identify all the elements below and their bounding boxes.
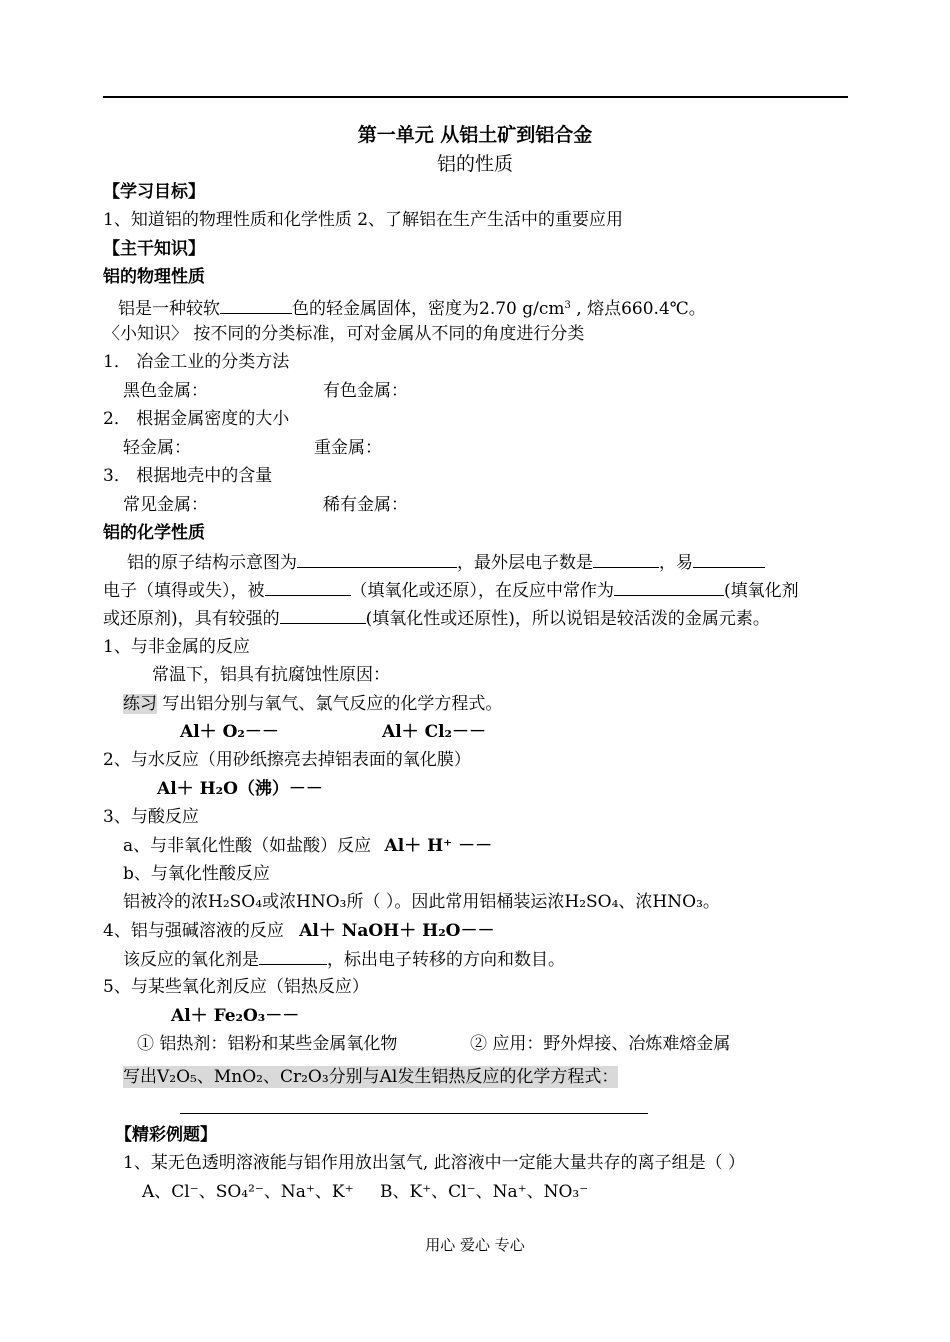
practice-text: 写出铝分别与氧气、氯气反应的化学方程式。	[157, 694, 503, 714]
header-rule	[103, 96, 848, 98]
reaction-1-text: 常温下，铝具有抗腐蚀性原因：	[152, 665, 390, 685]
blank-agent	[614, 579, 724, 596]
equation-al-naoh: Al＋ NaOH＋ H₂O－－	[299, 921, 495, 941]
blank-electrons	[593, 551, 659, 568]
reaction-4-heading: 4、铝与强碱溶液的反应	[103, 921, 284, 941]
chemical-text-3a: 或还原剂)，具有较强的	[103, 609, 280, 629]
physical-properties-line	[118, 295, 706, 320]
goals-text: 1、知道铝的物理性质和化学性质 2、了解铝在生产生活中的重要应用	[103, 210, 624, 230]
class-1: 1． 冶金工业的分类方法	[103, 352, 290, 372]
class-2-light: 轻金属：	[123, 438, 191, 458]
class-3-common: 常见金属：	[123, 495, 208, 515]
equation-al-h: Al＋ H⁺ －－	[384, 836, 493, 856]
physical-text-a: 铝是一种较软	[118, 299, 220, 319]
equation-al-o2: Al＋ O₂－－	[180, 722, 279, 742]
physical-text-c: , 熔点660.4℃。	[570, 299, 706, 319]
chemical-text-2a: 电子（填得或失），被	[103, 581, 265, 601]
reaction-3-heading: 3、与酸反应	[103, 807, 199, 827]
blank-structure	[297, 551, 457, 568]
blank-color	[220, 297, 292, 314]
class-2: 2． 根据金属密度的大小	[103, 409, 290, 429]
example-1-question: 1、某无色透明溶液能与铝作用放出氢气, 此溶液中一定能大量共存的离子组是（ ）	[123, 1153, 746, 1173]
class-1-black: 黑色金属：	[123, 381, 208, 401]
reaction-4-line	[103, 920, 494, 942]
class-1-nonferrous: 有色金属：	[323, 381, 408, 401]
reaction-5-heading: 5、与某些氧化剂反应（铝热反应）	[103, 977, 369, 997]
class-3-rare: 稀有金属：	[323, 495, 408, 515]
reaction-1-heading: 1、与非金属的反应	[103, 637, 250, 657]
chemical-text-2c: (填氧化剂	[724, 581, 799, 601]
reaction-3b-text: b、与氧化性酸反应	[123, 864, 270, 884]
physical-text-b: 色的轻金属固体，密度为2.70 g/cm	[292, 299, 565, 319]
reaction-3c-text: 铝被冷的浓H₂SO₄或浓HNO₃所（ ）。因此常用铝桶装运浓H₂SO₄、浓HNO₃。	[123, 892, 720, 912]
reaction-4a-text: 该反应的氧化剂是	[123, 950, 259, 970]
chemical-line-3	[103, 607, 770, 630]
reaction-2-heading: 2、与水反应（用砂纸擦亮去掉铝表面的氧化膜）	[103, 750, 471, 770]
heading-chemical: 铝的化学性质	[103, 523, 205, 543]
thermite-exercise: 写出V₂O₅、MnO₂、Cr₂O₃分别与Al发生铝热反应的化学方程式：	[123, 1067, 619, 1087]
chemical-text-1a: 铝的原子结构示意图为	[127, 553, 297, 573]
practice-label: 练习	[123, 694, 157, 714]
equation-al-fe2o3: Al＋ Fe₂O₃－－	[171, 1006, 300, 1026]
thermite-application: ② 应用：野外焊接、冶炼难熔金属	[470, 1034, 731, 1054]
practice-line	[123, 693, 502, 715]
section-heading-goals: 【学习目标】	[103, 182, 205, 202]
reaction-4a-line	[123, 948, 565, 971]
heading-physical: 铝的物理性质	[103, 267, 205, 287]
chemical-text-3b: (填氧化性或还原性)，所以说铝是较活泼的金属元素。	[365, 609, 770, 629]
blank-redox	[265, 579, 351, 596]
footer-text: 用心 爱心 专心	[425, 1236, 525, 1254]
chemical-text-2b: （填氧化或还原），在反应中常作为	[350, 581, 614, 601]
blank-oxidizer	[259, 948, 327, 965]
blank-property	[280, 607, 366, 624]
tip-text: 〈小知识〉 按不同的分类标准，可对金属从不同的角度进行分类	[103, 324, 585, 344]
page-subtitle: 铝的性质	[436, 153, 513, 175]
answer-line	[180, 1113, 648, 1114]
example-1-option-b: B、K⁺、Cl⁻、Na⁺、NO₃⁻	[380, 1182, 589, 1202]
chemical-text-1b: ，最外层电子数是	[457, 553, 593, 573]
chemical-text-1c: ，易	[659, 553, 693, 573]
thermite-agent: ① 铝热剂：铝粉和某些金属氧化物	[137, 1034, 398, 1054]
chemical-line-2	[103, 579, 799, 602]
class-2-heavy: 重金属：	[314, 438, 382, 458]
reaction-3a-text: a、与非氧化性酸（如盐酸）反应	[123, 836, 372, 856]
equation-al-cl2: Al＋ Cl₂－－	[382, 722, 487, 742]
equation-al-h2o: Al＋ H₂O（沸）－－	[157, 779, 323, 799]
section-heading-examples: 【精彩例题】	[115, 1125, 217, 1145]
section-heading-main: 【主干知识】	[103, 239, 205, 259]
chemical-line-1	[127, 551, 765, 574]
reaction-3a-line	[123, 835, 492, 857]
class-3: 3． 根据地壳中的含量	[103, 466, 273, 486]
reaction-4b-text: ，标出电子转移的方向和数目。	[327, 950, 565, 970]
example-1-option-a: A、Cl⁻、SO₄²⁻、Na⁺、K⁺	[142, 1182, 354, 1202]
blank-gain-lose	[693, 551, 765, 568]
physical-superscript: 3	[564, 300, 571, 311]
page-title: 第一单元 从铝土矿到铝合金	[357, 124, 593, 146]
